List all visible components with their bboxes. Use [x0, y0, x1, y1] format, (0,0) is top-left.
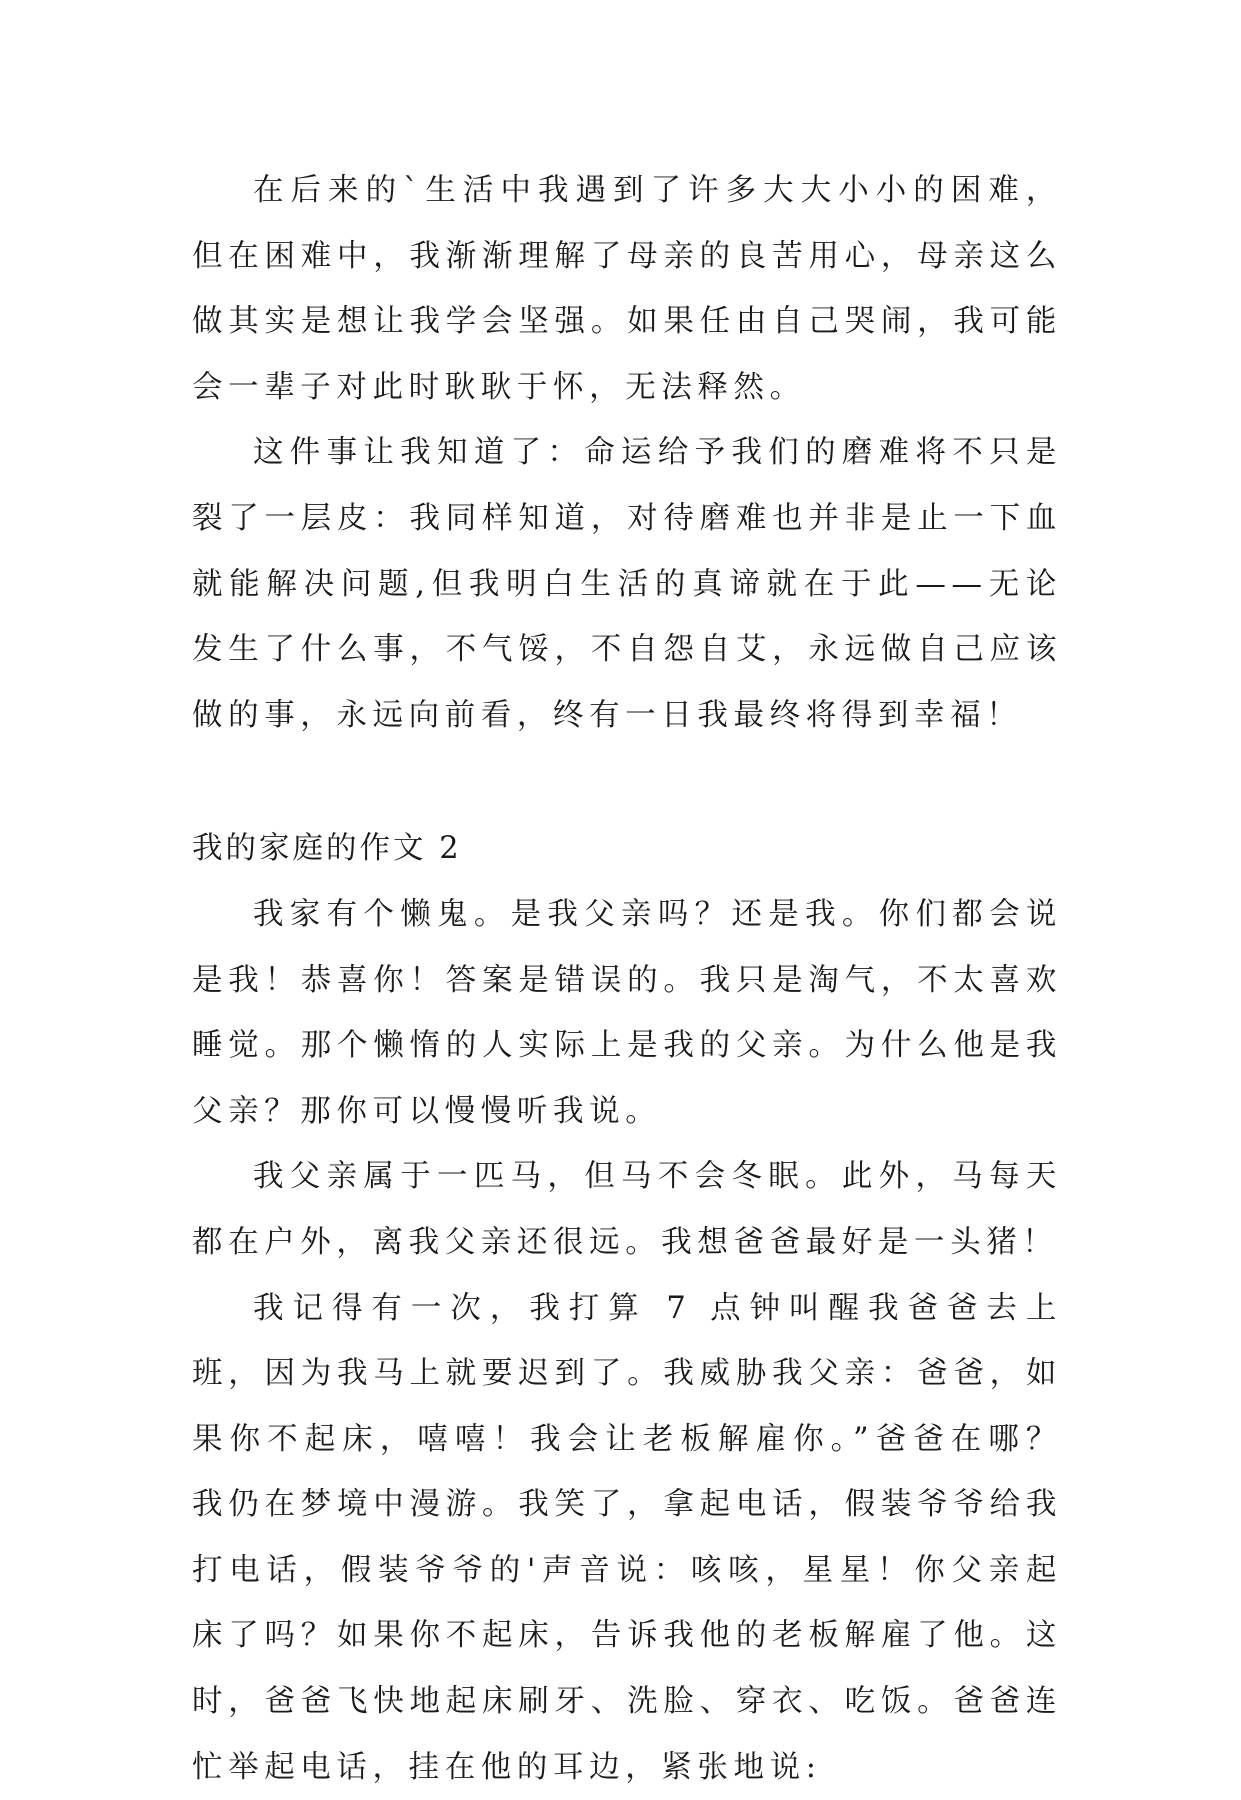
paragraph: 我父亲属于一匹马，但马不会冬眠。此外，马每天都在户外，离我父亲还很远。我想爸爸最好是一头猪！ [192, 1144, 1062, 1275]
section-gap [192, 748, 1062, 816]
paragraph: 这件事让我知道了：命运给予我们的磨难将不只是裂了一层皮：我同样知道，对待磨难也并非是止一下血就能解决问题,但我明白生活的真谛就在于此——无论发生了什么事，不气馁，不自怨自艾，永远做自己应该做的事，永远向前看，终有一日我最终将得到幸福！ [192, 420, 1062, 748]
paragraph: 我记得有一次，我打算 7 点钟叫醒我爸爸去上班，因为我马上就要迟到了。我威胁我父亲：爸爸，如果你不起床，嘻嘻！我会让老板解雇你。”爸爸在哪？我仍在梦境中漫游。我笑了，拿起电话，假装爷爷给我打电话，假装爷爷的'声音说：咳咳，星星！你父亲起床了吗？如果你不起床，告诉我他的老板解雇了他。这时，爸爸飞快地起床刷牙、洗脸、穿衣、吃饭。爸爸连忙举起电话，挂在他的耳边，紧张地说: [192, 1276, 1062, 1800]
paragraph: 我家有个懒鬼。是我父亲吗？还是我。你们都会说是我！恭喜你！答案是错误的。我只是淘气，不太喜欢睡觉。那个懒惰的人实际上是我的父亲。为什么他是我父亲？那你可以慢慢听我说。 [192, 882, 1062, 1144]
paragraph: 在后来的`生活中我遇到了许多大大小小的困难，但在困难中，我渐渐理解了母亲的良苦用心，母亲这么做其实是想让我学会坚强。如果任由自己哭闹，我可能会一辈子对此时耿耿于怀，无法释然。 [192, 158, 1062, 420]
document-body [192, 158, 1062, 1800]
section-title: 我的家庭的作文 2 [192, 816, 1062, 882]
